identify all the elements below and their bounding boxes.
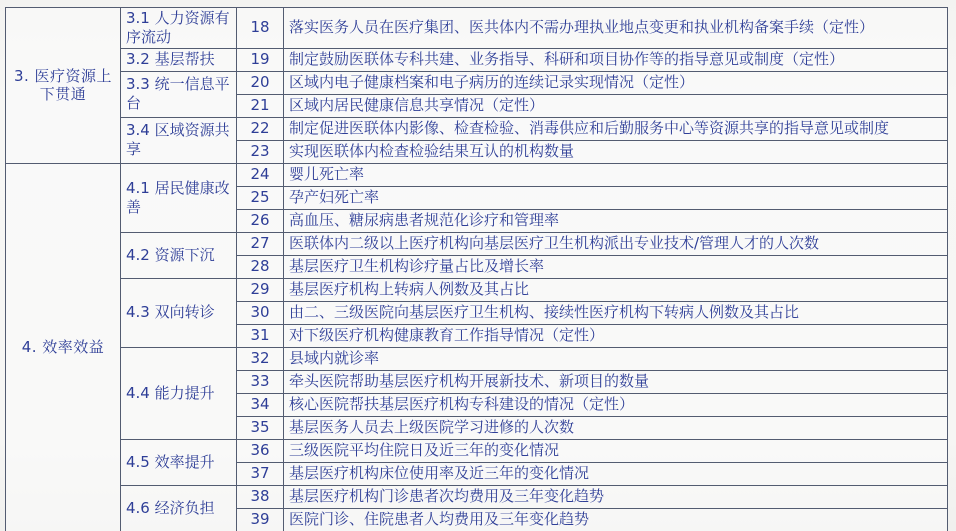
subcategory-cell: 4.1 居民健康改善	[121, 163, 237, 232]
indicator-number: 27	[237, 232, 284, 255]
subcategory-cell: 3.3 统一信息平台	[121, 71, 237, 117]
indicator-number: 29	[237, 278, 284, 301]
indicator-number: 23	[237, 140, 284, 163]
indicator-number: 22	[237, 117, 284, 140]
indicator-text: 制定鼓励医联体专科共建、业务指导、科研和项目协作等的指导意见或制度（定性）	[284, 48, 948, 71]
indicator-text: 落实医务人员在医疗集团、医共体内不需办理执业地点变更和执业机构备案手续（定性）	[284, 8, 948, 49]
indicator-text: 实现医联体内检查检验结果互认的机构数量	[284, 140, 948, 163]
indicator-number: 35	[237, 416, 284, 439]
indicator-number: 18	[237, 8, 284, 49]
indicator-number: 21	[237, 94, 284, 117]
indicator-text: 县域内就诊率	[284, 347, 948, 370]
table-row	[6, 71, 948, 94]
table-row	[6, 485, 948, 508]
indicator-text: 孕产妇死亡率	[284, 186, 948, 209]
table-row	[6, 117, 948, 140]
indicator-number: 34	[237, 393, 284, 416]
subcategory-cell: 3.4 区域资源共享	[121, 117, 237, 163]
indicator-text: 对下级医疗机构健康教育工作指导情况（定性）	[284, 324, 948, 347]
subcategory-cell: 4.4 能力提升	[121, 347, 237, 439]
indicator-number: 30	[237, 301, 284, 324]
indicator-text: 婴儿死亡率	[284, 163, 948, 186]
subcategory-cell: 4.3 双向转诊	[121, 278, 237, 347]
indicator-number: 36	[237, 439, 284, 462]
indicator-number: 31	[237, 324, 284, 347]
indicator-text: 基层医疗机构床位使用率及近三年的变化情况	[284, 462, 948, 485]
subcategory-cell: 4.6 经济负担	[121, 485, 237, 531]
indicator-number: 39	[237, 508, 284, 531]
subcategory-cell: 4.5 效率提升	[121, 439, 237, 485]
table-row	[6, 278, 948, 301]
table-row	[6, 232, 948, 255]
indicator-text: 基层医务人员去上级医院学习进修的人次数	[284, 416, 948, 439]
subcategory-cell: 3.1 人力资源有序流动	[121, 8, 237, 49]
indicator-table	[5, 7, 948, 531]
indicator-number: 26	[237, 209, 284, 232]
indicator-number: 38	[237, 485, 284, 508]
indicator-text: 基层医疗机构门诊患者次均费用及三年变化趋势	[284, 485, 948, 508]
indicator-number: 19	[237, 48, 284, 71]
indicator-text: 由二、三级医院向基层医疗卫生机构、接续性医疗机构下转病人例数及其占比	[284, 301, 948, 324]
indicator-text: 三级医院平均住院日及近三年的变化情况	[284, 439, 948, 462]
indicator-text: 医联体内二级以上医疗机构向基层医疗卫生机构派出专业技术/管理人才的人次数	[284, 232, 948, 255]
indicator-number: 32	[237, 347, 284, 370]
indicator-text: 区域内居民健康信息共享情况（定性）	[284, 94, 948, 117]
indicator-number: 25	[237, 186, 284, 209]
indicator-text: 区域内电子健康档案和电子病历的连续记录实现情况（定性）	[284, 71, 948, 94]
subcategory-cell: 3.2 基层帮扶	[121, 48, 237, 71]
indicator-text: 基层医疗卫生机构诊疗量占比及增长率	[284, 255, 948, 278]
table-row	[6, 48, 948, 71]
category-cell: 4. 效率效益	[6, 163, 121, 531]
indicator-number: 24	[237, 163, 284, 186]
indicator-text: 制定促进医联体内影像、检查检验、消毒供应和后勤服务中心等资源共享的指导意见或制度	[284, 117, 948, 140]
table-row	[6, 439, 948, 462]
subcategory-cell: 4.2 资源下沉	[121, 232, 237, 278]
table-row	[6, 163, 948, 186]
indicator-text: 牵头医院帮助基层医疗机构开展新技术、新项目的数量	[284, 370, 948, 393]
indicator-number: 20	[237, 71, 284, 94]
indicator-text: 高血压、糖尿病患者规范化诊疗和管理率	[284, 209, 948, 232]
indicator-number: 37	[237, 462, 284, 485]
indicator-number: 28	[237, 255, 284, 278]
indicator-text: 医院门诊、住院患者人均费用及三年变化趋势	[284, 508, 948, 531]
category-cell: 3. 医疗资源上下贯通	[6, 8, 121, 164]
indicator-text: 基层医疗机构上转病人例数及其占比	[284, 278, 948, 301]
table-row	[6, 347, 948, 370]
indicator-number: 33	[237, 370, 284, 393]
table-row	[6, 8, 948, 49]
indicator-text: 核心医院帮扶基层医疗机构专科建设的情况（定性）	[284, 393, 948, 416]
